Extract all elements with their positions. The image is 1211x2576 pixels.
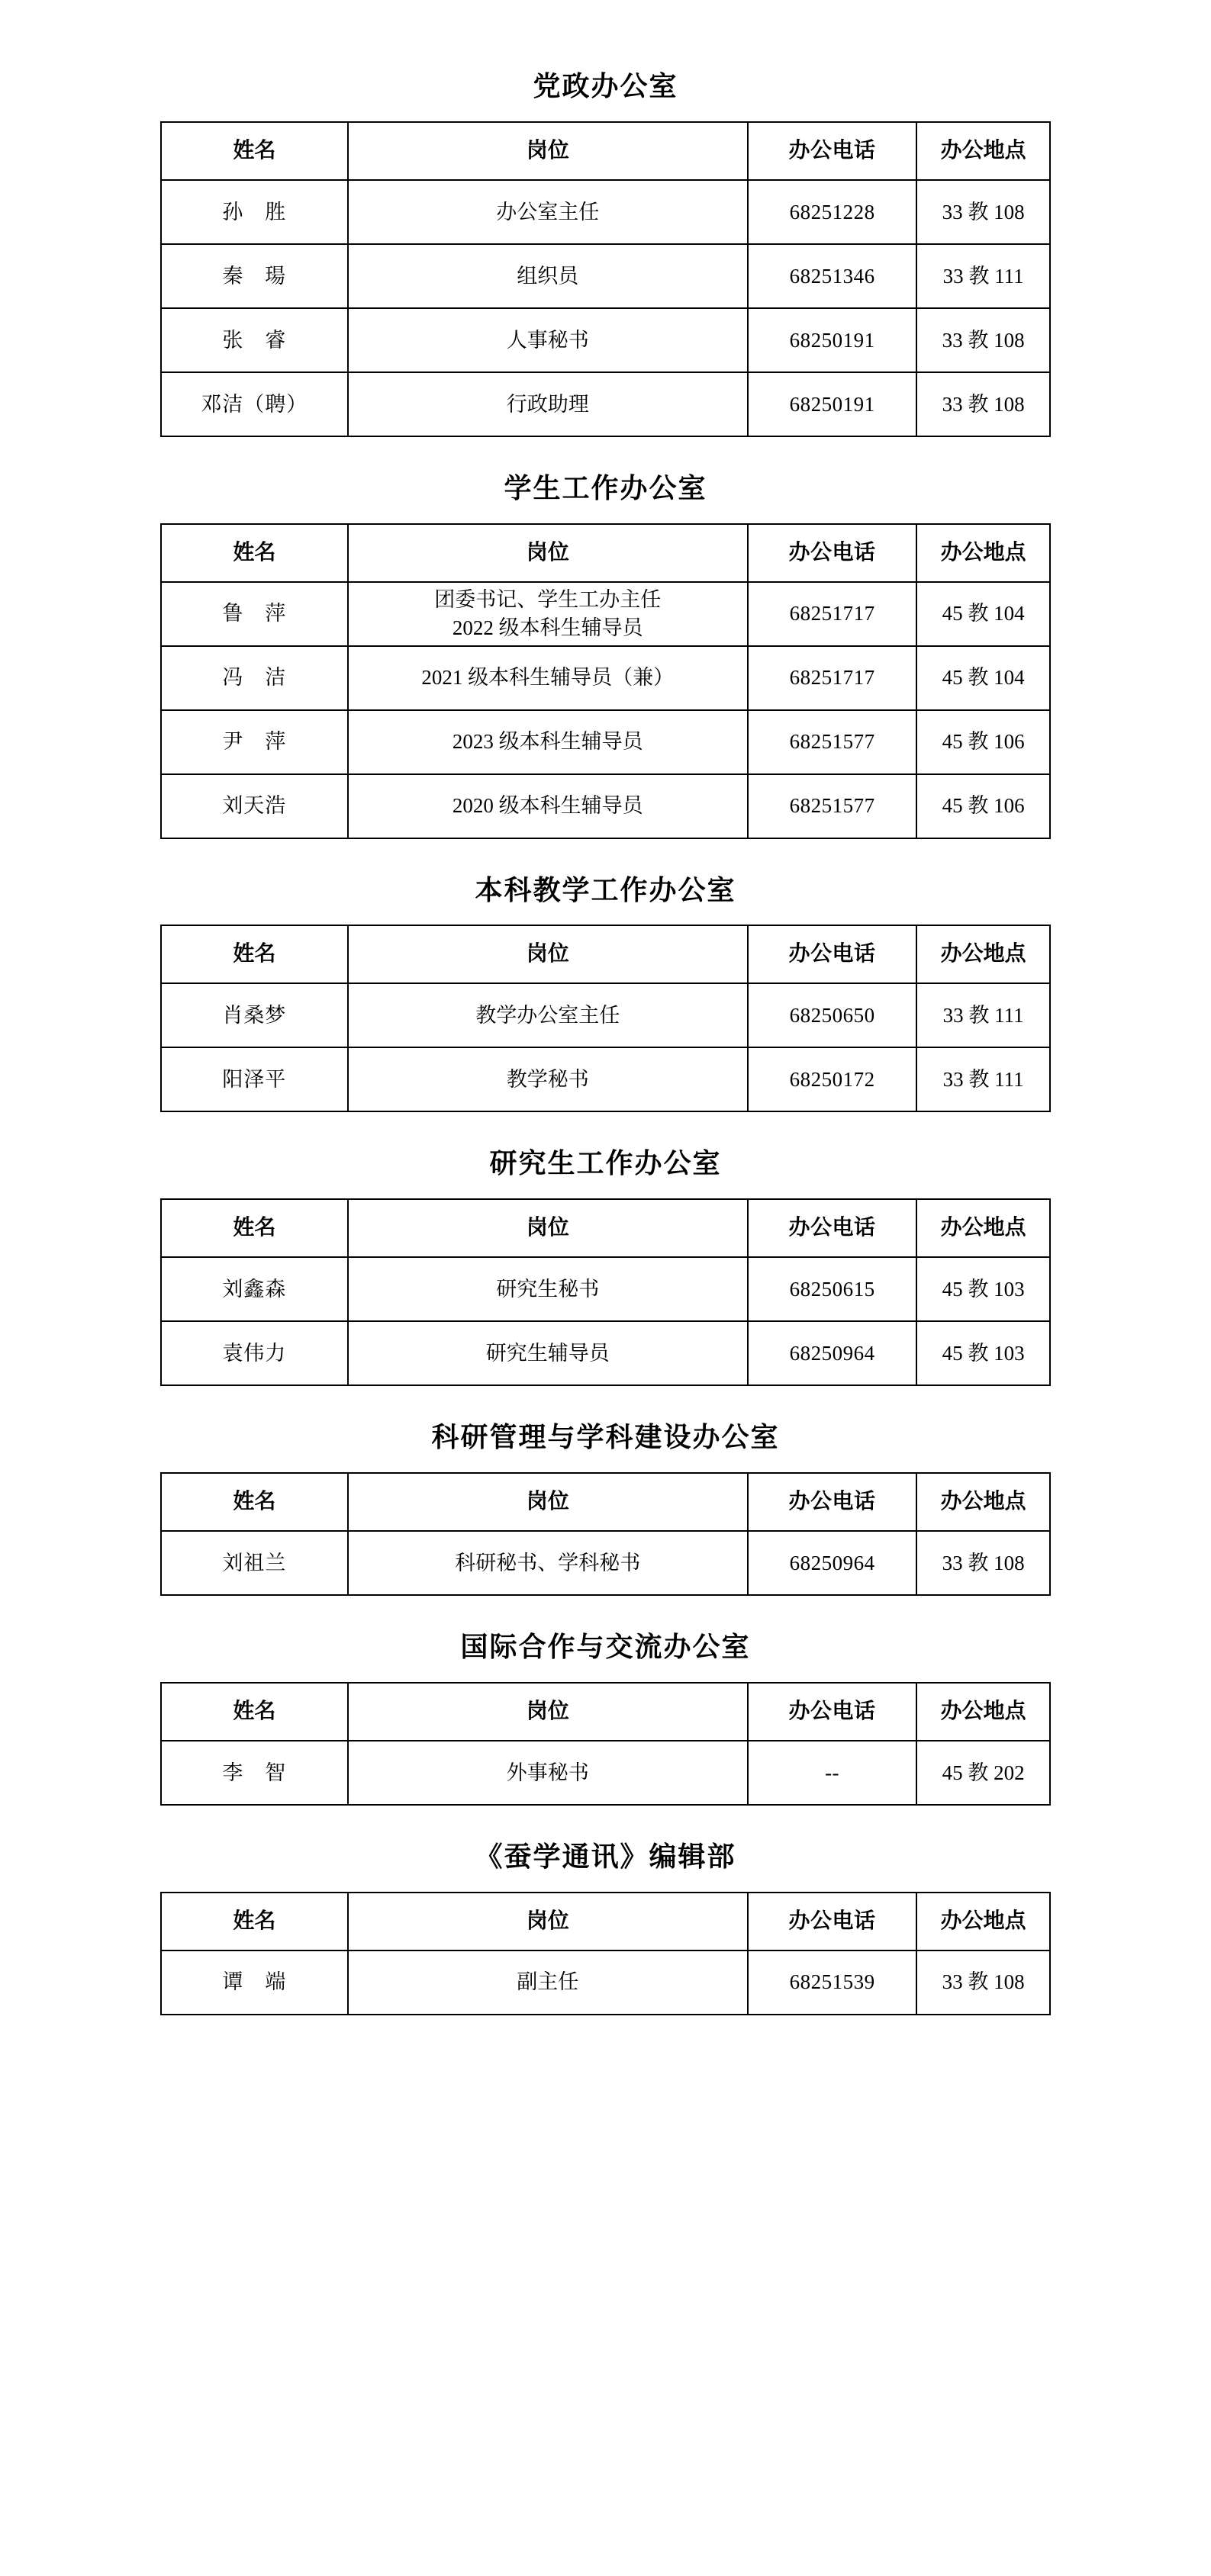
column-header-post: 岗位 <box>348 122 748 180</box>
section-spacer <box>160 2015 1051 2035</box>
cell-location: 33 教 108 <box>916 1950 1050 2015</box>
cell-location: 45 教 104 <box>916 582 1050 646</box>
section-spacer <box>160 437 1051 457</box>
table-row <box>161 244 1050 308</box>
column-header-post: 岗位 <box>348 1893 748 1950</box>
cell-post: 外事秘书 <box>348 1741 748 1805</box>
column-header-phone: 办公电话 <box>748 1473 916 1531</box>
cell-post: 研究生辅导员 <box>348 1321 748 1385</box>
cell-phone: 68251539 <box>748 1950 916 2015</box>
cell-phone: 68251717 <box>748 646 916 710</box>
cell-location: 45 教 202 <box>916 1741 1050 1805</box>
sections-container <box>160 69 1051 2035</box>
section-spacer <box>160 839 1051 859</box>
section-spacer <box>160 1112 1051 1132</box>
cell-phone: 68251577 <box>748 774 916 838</box>
table-row <box>161 1257 1050 1321</box>
table-row <box>161 1047 1050 1111</box>
cell-location: 45 教 106 <box>916 774 1050 838</box>
cell-location: 33 教 108 <box>916 308 1050 372</box>
table-row <box>161 1531 1050 1595</box>
section-title: 研究生工作办公室 <box>489 1148 722 1179</box>
section-spacer <box>160 1596 1051 1616</box>
cell-location: 33 教 108 <box>916 372 1050 436</box>
department-section <box>160 1420 1051 1616</box>
column-header-name: 姓名 <box>161 925 348 983</box>
column-header-location: 办公地点 <box>916 1683 1050 1741</box>
table-header-row <box>161 1683 1050 1741</box>
table-row <box>161 180 1050 244</box>
table-row <box>161 582 1050 646</box>
table-row <box>161 1950 1050 2015</box>
table-row <box>161 1321 1050 1385</box>
cell-post: 2020 级本科生辅导员 <box>348 774 748 838</box>
column-header-phone: 办公电话 <box>748 1893 916 1950</box>
column-header-name: 姓名 <box>161 1199 348 1257</box>
cell-phone: 68250650 <box>748 983 916 1047</box>
section-title: 科研管理与学科建设办公室 <box>431 1422 780 1453</box>
column-header-post: 岗位 <box>348 524 748 582</box>
cell-phone: -- <box>748 1741 916 1805</box>
cell-name: 邓洁（聘） <box>161 372 348 436</box>
staff-table <box>160 925 1051 1112</box>
table-header-row <box>161 1473 1050 1531</box>
section-title: 学生工作办公室 <box>504 472 707 503</box>
cell-phone: 68251228 <box>748 180 916 244</box>
cell-post-line1: 团委书记、学生工办主任 <box>434 588 662 612</box>
cell-post-line2: 2022 级本科生辅导员 <box>452 616 643 639</box>
staff-table <box>160 1892 1051 2015</box>
department-section <box>160 1839 1051 2035</box>
department-section <box>160 1629 1051 1825</box>
cell-location: 45 教 104 <box>916 646 1050 710</box>
cell-post: 2021 级本科生辅导员（兼） <box>348 646 748 710</box>
column-header-name: 姓名 <box>161 122 348 180</box>
table-row <box>161 1741 1050 1805</box>
column-header-location: 办公地点 <box>916 925 1050 983</box>
cell-name: 谭 端 <box>161 1950 348 2015</box>
column-header-name: 姓名 <box>161 524 348 582</box>
department-section <box>160 69 1051 457</box>
column-header-phone: 办公电话 <box>748 1683 916 1741</box>
staff-table <box>160 121 1051 437</box>
table-header-row <box>161 1893 1050 1950</box>
table-row <box>161 710 1050 774</box>
cell-location: 45 教 103 <box>916 1321 1050 1385</box>
cell-location: 33 教 111 <box>916 983 1050 1047</box>
column-header-phone: 办公电话 <box>748 122 916 180</box>
table-row <box>161 372 1050 436</box>
cell-post: 2023 级本科生辅导员 <box>348 710 748 774</box>
column-header-name: 姓名 <box>161 1473 348 1531</box>
cell-post: 人事秘书 <box>348 308 748 372</box>
cell-phone: 68250964 <box>748 1531 916 1595</box>
table-header-row <box>161 1199 1050 1257</box>
cell-location: 33 教 108 <box>916 1531 1050 1595</box>
staff-table <box>160 1682 1051 1806</box>
section-title: 本科教学工作办公室 <box>475 874 736 905</box>
column-header-location: 办公地点 <box>916 1199 1050 1257</box>
column-header-phone: 办公电话 <box>748 524 916 582</box>
cell-name: 鲁 萍 <box>161 582 348 646</box>
table-row <box>161 646 1050 710</box>
section-title: 国际合作与交流办公室 <box>460 1631 751 1662</box>
cell-name: 刘鑫森 <box>161 1257 348 1321</box>
cell-phone: 68250191 <box>748 372 916 436</box>
staff-table <box>160 1198 1051 1386</box>
cell-location: 33 教 111 <box>916 244 1050 308</box>
column-header-location: 办公地点 <box>916 1473 1050 1531</box>
column-header-post: 岗位 <box>348 1683 748 1741</box>
cell-phone: 68250172 <box>748 1047 916 1111</box>
cell-name: 尹 萍 <box>161 710 348 774</box>
cell-location: 45 教 103 <box>916 1257 1050 1321</box>
cell-phone: 68251577 <box>748 710 916 774</box>
cell-phone: 68251717 <box>748 582 916 646</box>
cell-location: 45 教 106 <box>916 710 1050 774</box>
cell-post: 教学秘书 <box>348 1047 748 1111</box>
column-header-location: 办公地点 <box>916 1893 1050 1950</box>
cell-location: 33 教 111 <box>916 1047 1050 1111</box>
cell-post: 副主任 <box>348 1950 748 2015</box>
column-header-post: 岗位 <box>348 1473 748 1531</box>
table-row <box>161 983 1050 1047</box>
table-header-row <box>161 524 1050 582</box>
cell-post: 科研秘书、学科秘书 <box>348 1531 748 1595</box>
cell-post: 办公室主任 <box>348 180 748 244</box>
cell-post: 行政助理 <box>348 372 748 436</box>
cell-post <box>348 582 748 646</box>
cell-phone: 68250615 <box>748 1257 916 1321</box>
department-section <box>160 471 1051 859</box>
column-header-post: 岗位 <box>348 925 748 983</box>
cell-name: 秦 瑒 <box>161 244 348 308</box>
department-section <box>160 1146 1051 1406</box>
section-spacer <box>160 1806 1051 1825</box>
cell-phone: 68250191 <box>748 308 916 372</box>
column-header-location: 办公地点 <box>916 122 1050 180</box>
cell-name: 刘祖兰 <box>161 1531 348 1595</box>
column-header-phone: 办公电话 <box>748 925 916 983</box>
cell-name: 冯 洁 <box>161 646 348 710</box>
cell-name: 孙 胜 <box>161 180 348 244</box>
staff-table <box>160 523 1051 839</box>
column-header-name: 姓名 <box>161 1683 348 1741</box>
section-title: 党政办公室 <box>533 71 678 101</box>
column-header-location: 办公地点 <box>916 524 1050 582</box>
cell-name: 袁伟力 <box>161 1321 348 1385</box>
cell-name: 李 智 <box>161 1741 348 1805</box>
cell-phone: 68250964 <box>748 1321 916 1385</box>
table-header-row <box>161 122 1050 180</box>
column-header-post: 岗位 <box>348 1199 748 1257</box>
department-section <box>160 873 1051 1133</box>
column-header-name: 姓名 <box>161 1893 348 1950</box>
staff-table <box>160 1472 1051 1596</box>
table-header-row <box>161 925 1050 983</box>
cell-post: 教学办公室主任 <box>348 983 748 1047</box>
table-row <box>161 774 1050 838</box>
table-row <box>161 308 1050 372</box>
cell-name: 阳泽平 <box>161 1047 348 1111</box>
cell-name: 刘天浩 <box>161 774 348 838</box>
section-title: 《蚕学通讯》编辑部 <box>475 1841 736 1872</box>
cell-location: 33 教 108 <box>916 180 1050 244</box>
cell-name: 张 睿 <box>161 308 348 372</box>
cell-name: 肖桑梦 <box>161 983 348 1047</box>
cell-post: 组织员 <box>348 244 748 308</box>
column-header-phone: 办公电话 <box>748 1199 916 1257</box>
cell-phone: 68251346 <box>748 244 916 308</box>
cell-post: 研究生秘书 <box>348 1257 748 1321</box>
section-spacer <box>160 1386 1051 1406</box>
